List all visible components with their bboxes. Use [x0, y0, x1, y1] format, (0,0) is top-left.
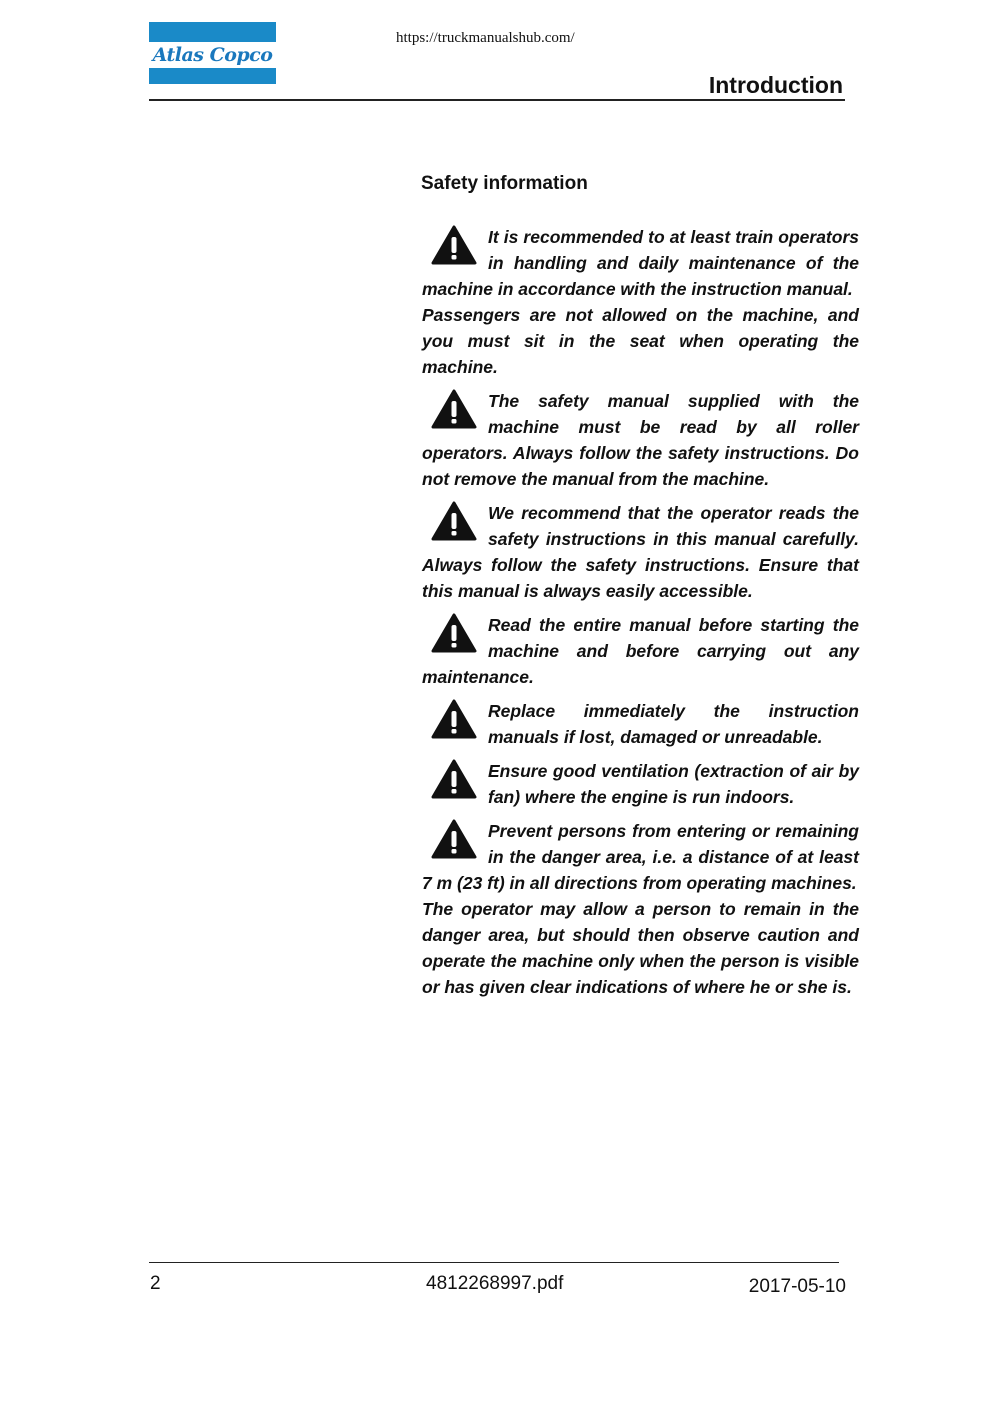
safety-notice [422, 698, 859, 750]
safety-notice [422, 388, 859, 492]
notice-paragraph [422, 896, 859, 1000]
notice-paragraph [422, 388, 859, 492]
page-heading: Safety information [421, 173, 588, 194]
warning-triangle-icon [430, 500, 478, 542]
source-url[interactable]: https://truckmanualshub.com/ [396, 30, 575, 46]
document-date: 2017-05-10 [748, 1276, 846, 1297]
notice-paragraph [422, 758, 859, 810]
logo-text: Atlas Copco [152, 44, 273, 66]
safety-notice [422, 758, 859, 810]
safety-notices [422, 224, 859, 1000]
warning-triangle-icon [430, 818, 478, 860]
footer-divider [149, 1262, 839, 1263]
warning-triangle-icon [430, 758, 478, 800]
page-number: 2 [150, 1273, 161, 1294]
warning-triangle-icon [430, 224, 478, 266]
safety-notice [422, 224, 859, 380]
notice-paragraph [422, 698, 859, 750]
safety-notice [422, 612, 859, 690]
atlas-copco-logo [149, 22, 276, 84]
notice-text: The safety manual supplied with the machine must be read by all roller operators. Always follow the safety instructions. Do not remove the manual from the machine. [422, 391, 859, 489]
notice-text: Passengers are not allowed on the machine, and you must sit in the seat when operating the machine. [422, 305, 859, 377]
notice-text: It is recommended to at least train operators in handling and daily maintenance of the machine in accordance with the instruction manual. [422, 227, 859, 299]
notice-text: Ensure good ventilation (extraction of air by fan) where the engine is run indoors. [488, 761, 859, 807]
notice-paragraph [422, 818, 859, 896]
notice-text: We recommend that the operator reads the safety instructions in this manual carefully. Always follow the safety instructions. Ensure that this manual is always easily accessible. [422, 503, 859, 601]
section-title: Introduction [708, 72, 843, 98]
warning-triangle-icon [430, 698, 478, 740]
warning-triangle-icon [430, 388, 478, 430]
notice-paragraph [422, 224, 859, 302]
notice-text: The operator may allow a person to remain in the danger area, but should then observe caution and operate the machine only when the person is visible or has given clear indications of where he or she is. [422, 899, 859, 997]
notice-paragraph [422, 612, 859, 690]
notice-text: Prevent persons from entering or remaining in the danger area, i.e. a distance of at least 7 m (23 ft) in all directions from operating machines. [422, 821, 859, 893]
warning-triangle-icon [430, 612, 478, 654]
document-filename: 4812268997.pdf [426, 1273, 564, 1294]
notice-text: Read the entire manual before starting the machine and before carrying out any maintenance. [422, 615, 859, 687]
header-divider [149, 99, 845, 101]
notice-paragraph [422, 500, 859, 604]
notice-paragraph [422, 302, 859, 380]
safety-notice [422, 500, 859, 604]
safety-notice [422, 818, 859, 1000]
logo-band [149, 42, 276, 68]
notice-text: Replace immediately the instruction manuals if lost, damaged or unreadable. [488, 701, 859, 747]
